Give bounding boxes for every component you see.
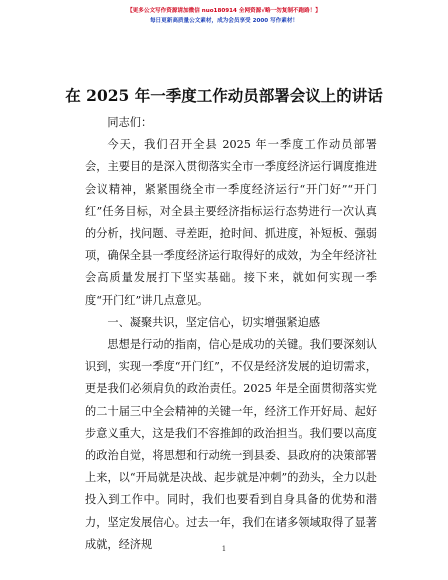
promo-line-wechat: 【更多公文写作资源请加微信 nuo180914 全网资源√略一勿复制不跑路！】 [127, 8, 321, 14]
document-title: 在 2025 年一季度工作动员部署会议上的讲话 [65, 86, 383, 105]
paragraph-intro: 今天，我们召开全县 2025 年一季度工作动员部署会，主要目的是深入贯彻落实全市一季度经济运行调度推进会议精神，紧紧围绕全市一季度经济运行“开门好”“开门红”任务目标，对全县主要经济指标运行态势进行一次认真的分析，找问题、寻差距，抢时间、抓进度，补短板、强弱项，确保全县一季度经济运行取得好的成效，为全年经济社会高质量发展打下坚实基础。接下来，就如何实现一季度“开门红”讲几点意见。 [85, 138, 377, 307]
document-body [85, 112, 377, 556]
paragraph-body: 思想是行动的指南，信心是成功的关键。我们要深刻认识到，实现一季度“开门红”，不仅是经济发展的迫切需求，更是我们必须肩负的政治责任。2025 年是全面贯彻落实党的二十届三中全会精神的关键一年，经济工作开好局、起好步意义重大，这是我们不容推卸的政治担当。我们要以高度的政治自觉，将思想和行动统一到县委、县政府的决策部署上来，以“开局就是决战、起步就是冲刺”的劲头，全力以赴投入到工作中。同时，我们也要看到自身具备的优势和潜力，坚定发展信心。过去一年，我们在诸多领域取得了显著成就，经济规 [85, 338, 377, 551]
promo-line-membership: 每日更新高质量公文素材，成为会员享受 2000 写作素材！ [149, 18, 299, 24]
salutation: 同志们： [107, 116, 153, 129]
page-number: 1 [221, 545, 227, 553]
section-heading: 一、凝聚共识，坚定信心，切实增强紧迫感 [107, 315, 320, 329]
promo-banner [0, 6, 448, 26]
